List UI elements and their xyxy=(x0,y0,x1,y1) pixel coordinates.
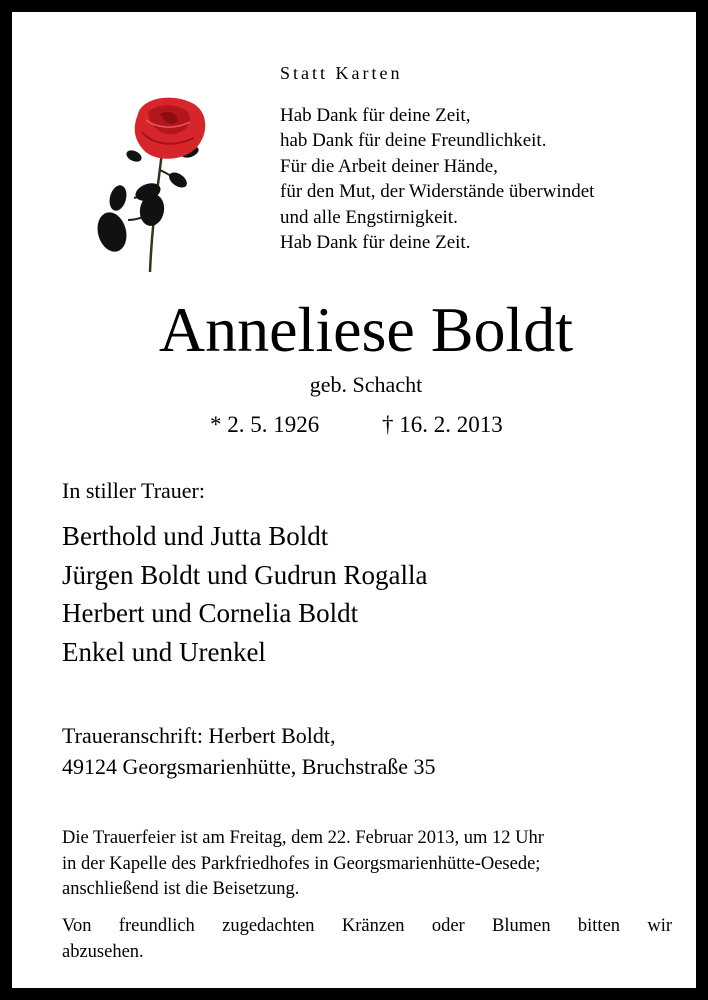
birth-date: * 2. 5. 1926 xyxy=(210,412,320,437)
red-rose-icon xyxy=(90,92,220,274)
poem-line: Hab Dank für deine Zeit. xyxy=(280,232,471,254)
mourners-list xyxy=(62,517,427,671)
funeral-service-info xyxy=(62,826,674,903)
wish-line: Von freundlich zugedachten Kränzen oder Blumen bitten wir xyxy=(62,916,672,936)
heading-statt-karten: Statt Karten xyxy=(280,63,403,83)
deceased-name: Anneliese Boldt xyxy=(158,294,574,365)
service-line: Die Trauerfeier ist am Freitag, dem 22. Februar 2013, um 12 Uhr xyxy=(62,828,544,848)
mourner-item: Enkel und Urenkel xyxy=(62,636,266,667)
mourner-item: Berthold und Jutta Boldt xyxy=(62,521,329,551)
poem-line: und alle Engstirnigkeit. xyxy=(280,206,458,228)
death-date: † 16. 2. 2013 xyxy=(382,412,503,437)
poem xyxy=(280,103,594,255)
poem-line: Hab Dank für deine Zeit, xyxy=(280,105,471,126)
mourner-item: Jürgen Boldt und Gudrun Rogalla xyxy=(62,559,428,590)
poem-line: Für die Arbeit deiner Hände, xyxy=(280,155,498,177)
address-line: 49124 Georgsmarienhütte, Bruchstraße 35 xyxy=(62,754,436,779)
address-line: Traueranschrift: Herbert Boldt, xyxy=(62,723,336,748)
maiden-name: geb. Schacht xyxy=(309,372,423,397)
flowers-request xyxy=(62,914,672,965)
poem-line: hab Dank für deine Freundlichkeit. xyxy=(280,130,547,152)
mourning-address xyxy=(62,720,436,782)
mourner-item: Herbert und Cornelia Boldt xyxy=(62,598,359,628)
poem-line: für den Mut, der Widerstände überwindet xyxy=(280,181,595,203)
wish-line: abzusehen. xyxy=(62,941,144,962)
mourning-intro: In stiller Trauer: xyxy=(62,478,205,503)
service-line: anschließend ist die Beisetzung. xyxy=(62,879,300,899)
service-line: in der Kapelle des Parkfriedhofes in Georgsmarienhütte-Oesede; xyxy=(62,853,541,874)
